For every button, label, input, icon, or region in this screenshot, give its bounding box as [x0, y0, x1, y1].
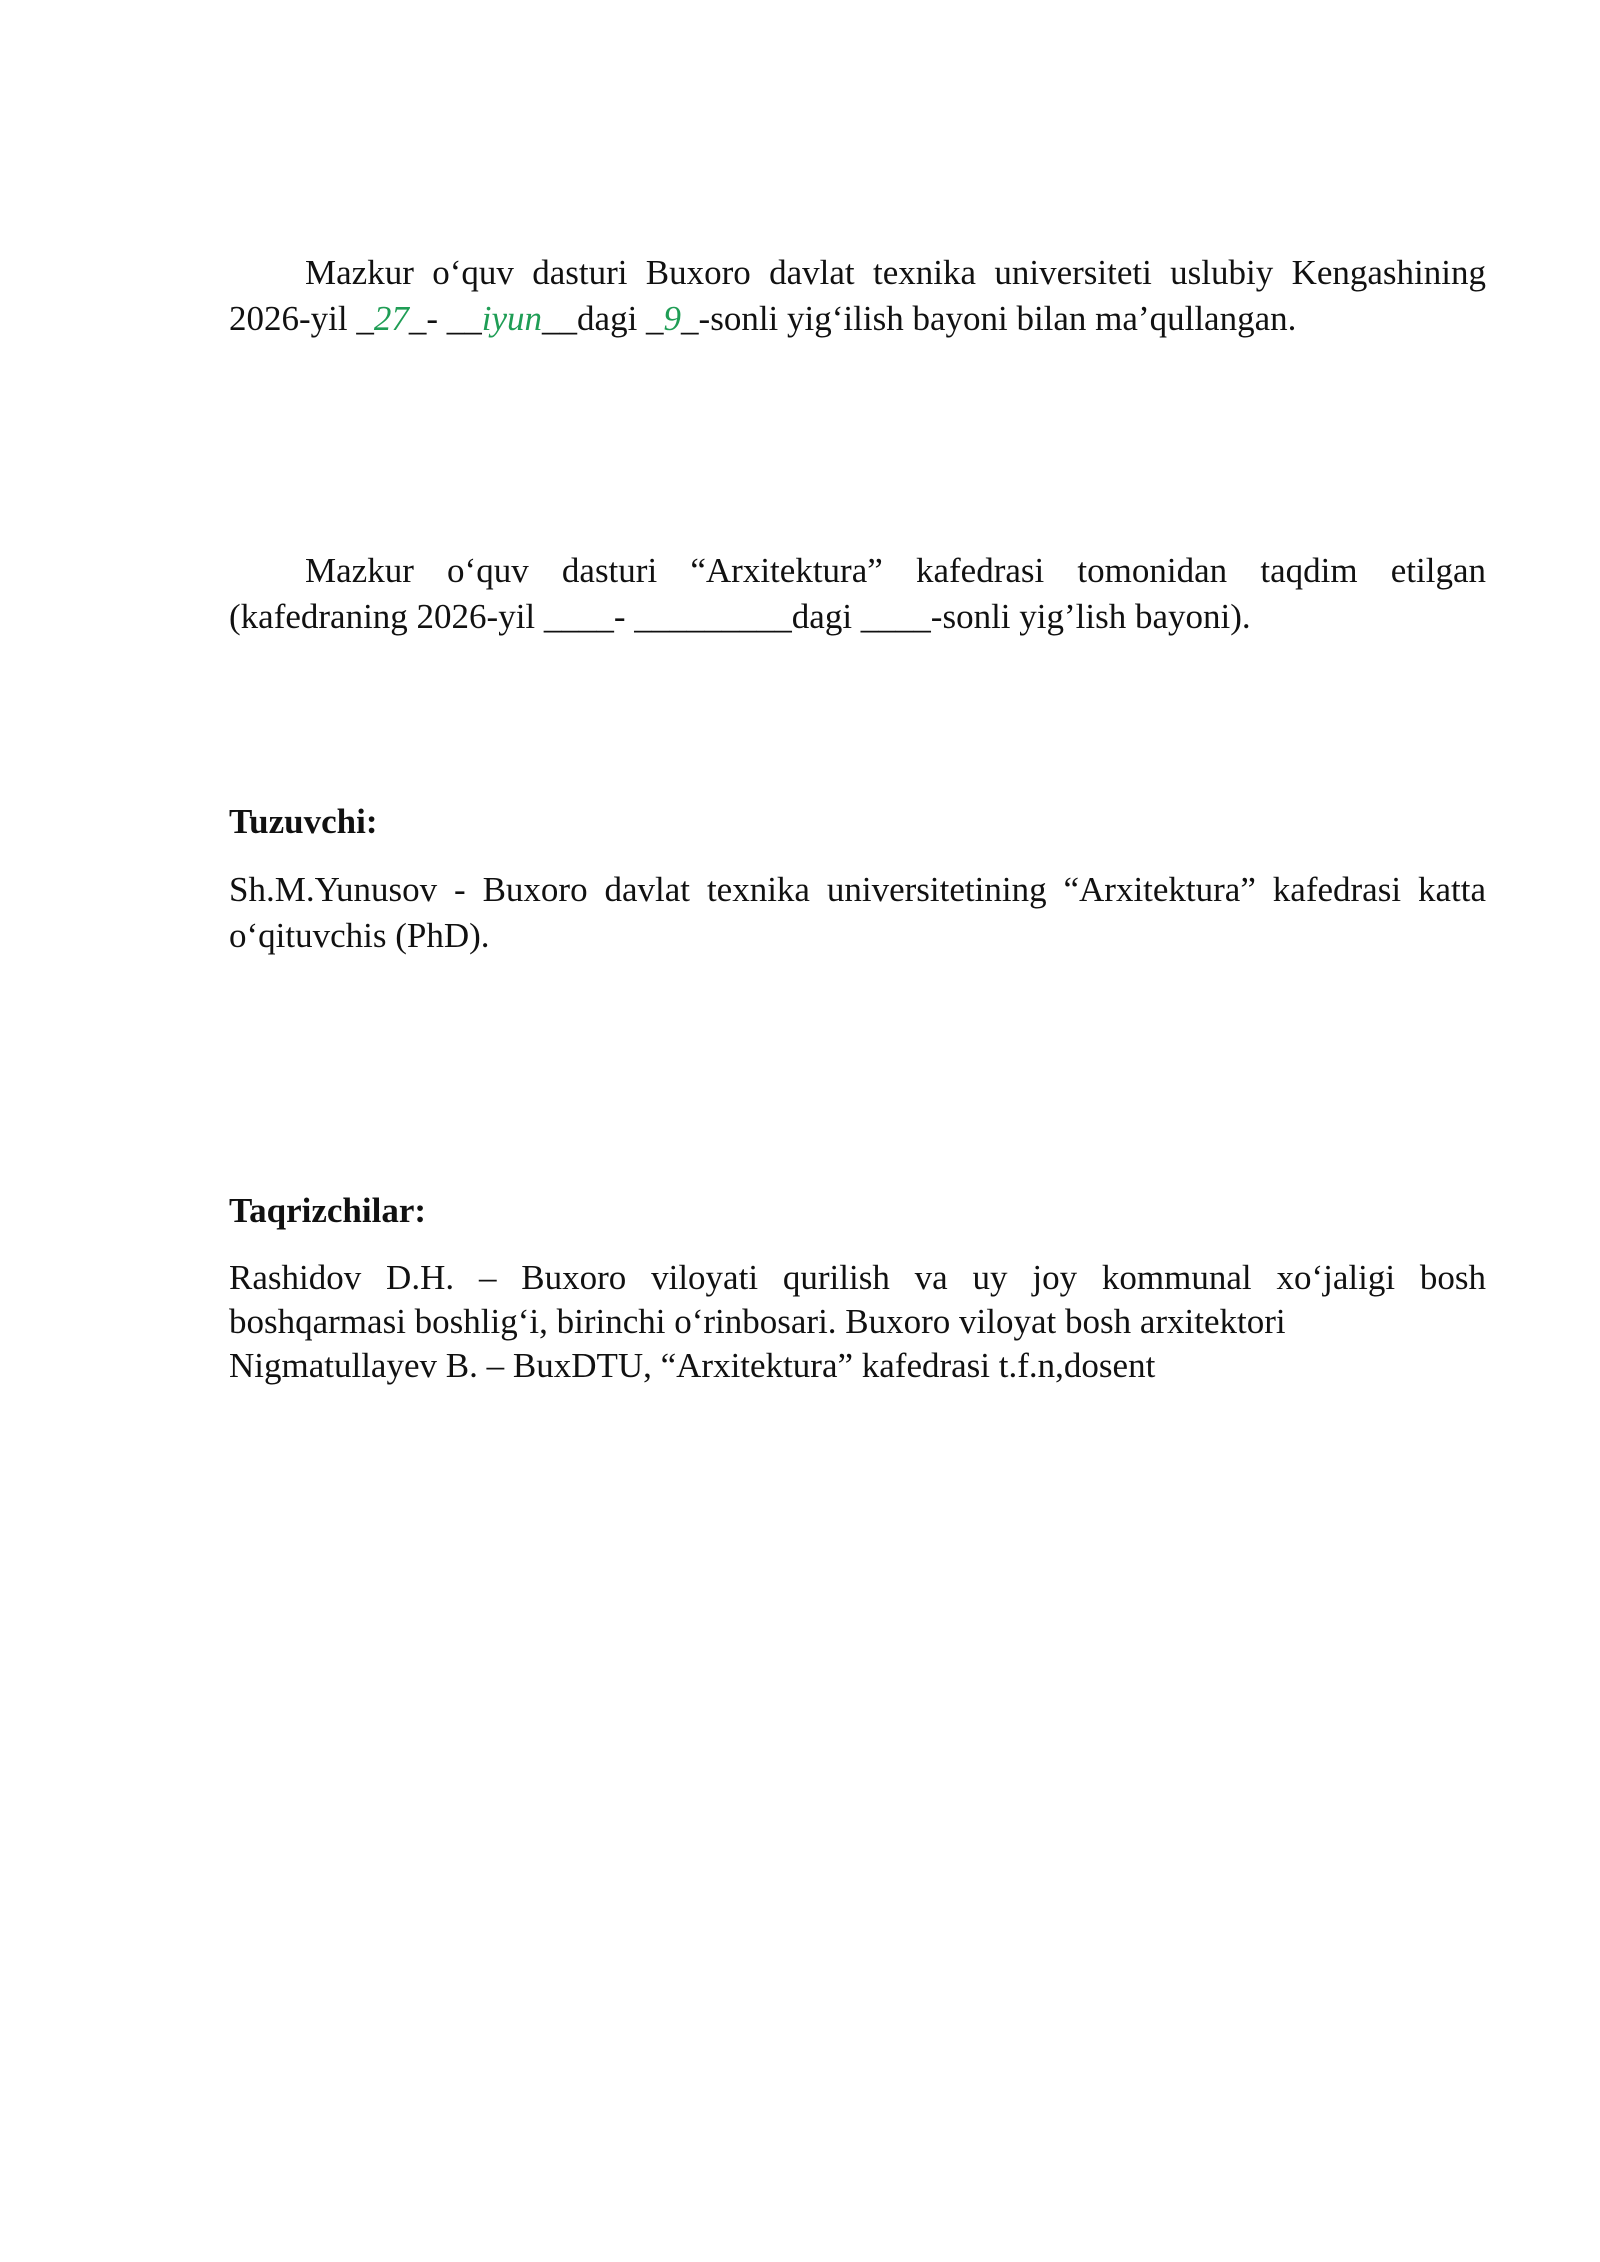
- day-blank-post: _: [408, 299, 427, 338]
- approval-dagi: dagi: [577, 299, 647, 338]
- department-line-2: (kafedraning 2026-yil ____- _________dagi ____-sonli yig’lish bayoni).: [229, 597, 1251, 636]
- department-paragraph: [229, 548, 1486, 640]
- approval-number: 9: [663, 299, 682, 338]
- day-blank-pre: _: [356, 299, 374, 338]
- approval-paragraph: [229, 250, 1486, 342]
- author-section: [229, 799, 1486, 845]
- author-paragraph: [229, 867, 1486, 959]
- author-heading: Tuzuvchi:: [229, 802, 378, 841]
- reviewers-line-3: Nigmatullayev B. – BuxDTU, “Arxitektura” kafedrasi t.f.n,dosent: [229, 1346, 1156, 1385]
- approval-month: iyun: [481, 299, 543, 338]
- approval-text-before: Mazkur o‘quv dasturi Buxoro davlat texnika universiteti uslubiy Kengashining 2026-yil: [229, 253, 1486, 338]
- reviewers-section: [229, 1188, 1486, 1234]
- number-blank-pre: _: [646, 299, 664, 338]
- approval-sep: -: [426, 299, 447, 338]
- number-blank-post: _: [681, 299, 699, 338]
- reviewers-line-2: boshqarmasi boshlig‘i, birinchi o‘rinbosari. Buxoro viloyat bosh arxitektori: [229, 1302, 1286, 1341]
- approval-day: 27: [373, 299, 409, 338]
- reviewers-heading: Taqrizchilar:: [229, 1191, 427, 1230]
- department-line-1-text: Mazkur o‘quv dasturi “Arxitektura” kafedrasi tomonidan taqdim etilgan: [305, 551, 1486, 590]
- department-line-1: [229, 548, 1486, 594]
- approval-text: [229, 250, 1486, 342]
- reviewers-paragraph: [229, 1256, 1486, 1388]
- reviewers-line-1: Rashidov D.H. – Buxoro viloyati qurilish va uy joy kommunal xo‘jaligi bosh: [229, 1258, 1486, 1297]
- approval-text-after: -sonli yig‘ilish bayoni bilan ma’qullangan.: [698, 299, 1297, 338]
- month-blank-pre: __: [446, 299, 482, 338]
- month-blank-post: __: [542, 299, 578, 338]
- author-text: Sh.M.Yunusov - Buxoro davlat texnika universitetining “Arxitektura” kafedrasi katta o‘qituvchis (PhD).: [229, 870, 1486, 955]
